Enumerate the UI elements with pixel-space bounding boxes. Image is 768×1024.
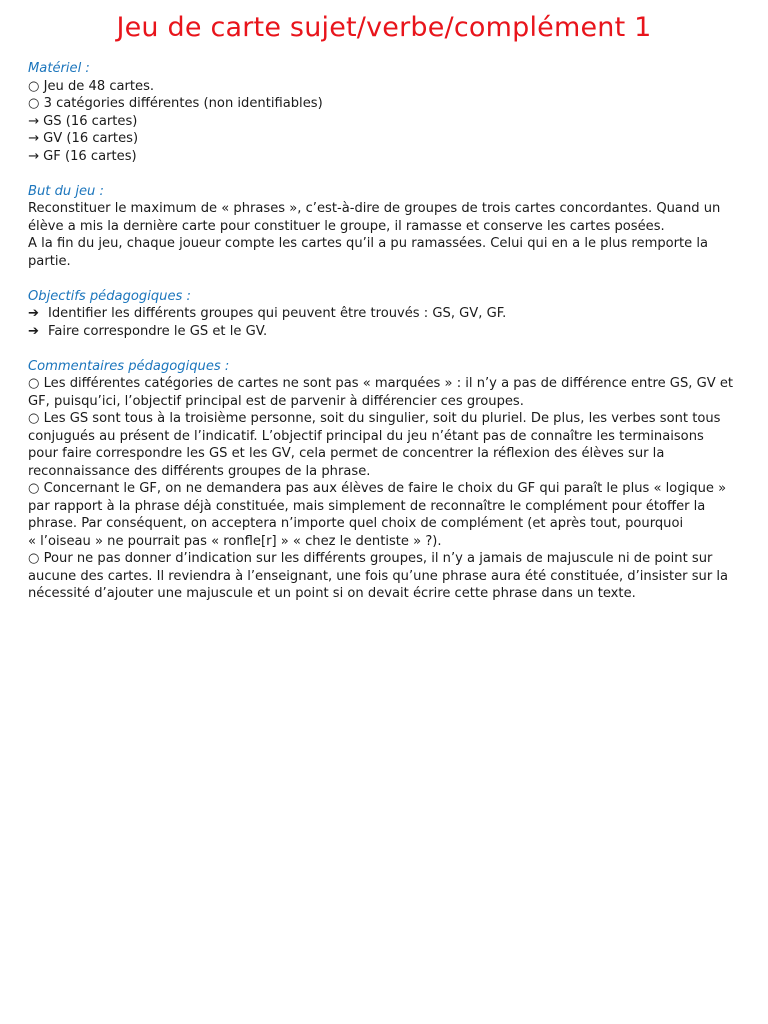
materiel-item: ○ Jeu de 48 cartes. (28, 78, 155, 94)
but-line: partie. (28, 253, 71, 269)
commentaires-section (28, 358, 756, 603)
page-title: Jeu de carte sujet/verbe/complément 1 (116, 12, 652, 43)
but-line: Reconstituer le maximum de « phrases », c’est-à-dire de groupes de trois cartes concordantes. Quand un (28, 201, 721, 216)
commentaire-line: conjugués au présent de l’indicatif. L’objectif principal du jeu n’étant pas de connaître les terminaisons (28, 428, 704, 444)
commentaire-line: ○ Pour ne pas donner d’indication sur les différents groupes, il n’y a jamais de majuscule ni de point sur (28, 551, 713, 566)
materiel-item: ○ 3 catégories différentes (non identifiables) (28, 96, 323, 111)
materiel-section (28, 60, 756, 165)
but-line: A la fin du jeu, chaque joueur compte les cartes qu’il a pu ramassées. Celui qui en a le plus remporte la (28, 236, 709, 251)
materiel-item: → GF (16 cartes) (28, 148, 137, 164)
objectifs-section (28, 288, 756, 341)
but-heading: But du jeu : (28, 183, 104, 199)
objectif-item (28, 323, 756, 341)
spacer (28, 270, 756, 288)
objectif-text: Identifier les différents groupes qui peuvent être trouvés : GS, GV, GF. (48, 306, 507, 321)
commentaire-line: reconnaissance des différents groupes de la phrase. (28, 463, 371, 479)
arrow-right-icon: ➔ (28, 306, 39, 321)
spacer (28, 340, 756, 358)
but-line: élève a mis la dernière carte pour constituer le groupe, il ramasse et conserve les cartes posées. (28, 218, 665, 234)
materiel-heading: Matériel : (28, 61, 90, 76)
commentaire-line: nécessité d’ajouter une majuscule et un point si on devait écrire cette phrase dans un texte. (28, 586, 636, 601)
objectif-text: Faire correspondre le GS et le GV. (48, 323, 268, 339)
materiel-item: → GV (16 cartes) (28, 131, 139, 146)
commentaire-line: ○ Concernant le GF, on ne demandera pas aux élèves de faire le choix du GF qui paraît le plus « logique » (28, 481, 727, 496)
commentaire-line: « l’oiseau » ne pourrait pas « ronfle[r] » « chez le dentiste » ?). (28, 533, 442, 549)
commentaire-line: GF, puisqu’ici, l’objectif principal est de parvenir à différencier ces groupes. (28, 393, 524, 409)
objectifs-heading: Objectifs pédagogiques : (28, 288, 191, 304)
commentaire-line: ○ Les GS sont tous à la troisième personne, soit du singulier, soit du pluriel. De plus, les verbes sont tous (28, 411, 721, 426)
document-body (28, 60, 756, 603)
but-section (28, 183, 756, 271)
objectif-item (28, 305, 756, 323)
commentaires-heading: Commentaires pédagogiques : (28, 358, 230, 374)
commentaire-line: pour faire correspondre les GS et les GV, cela permet de concentrer la réflexion des élèves sur la (28, 446, 665, 461)
commentaire-line: aucune des cartes. Il reviendra à l’enseignant, une fois qu’une phrase aura été constituée, d’insister sur la (28, 568, 729, 584)
commentaire-line: par rapport à la phrase déjà constituée, mais simplement de reconnaître le complément pour étoffer la (28, 498, 706, 514)
commentaire-line: ○ Les différentes catégories de cartes ne sont pas « marquées » : il n’y a pas de différence entre GS, GV et (28, 376, 734, 391)
arrow-right-icon: ➔ (28, 323, 39, 339)
spacer (28, 165, 756, 183)
materiel-item: → GS (16 cartes) (28, 113, 138, 129)
commentaire-line: phrase. Par conséquent, on acceptera n’importe quel choix de complément (et après tout, pourquoi (28, 516, 684, 531)
